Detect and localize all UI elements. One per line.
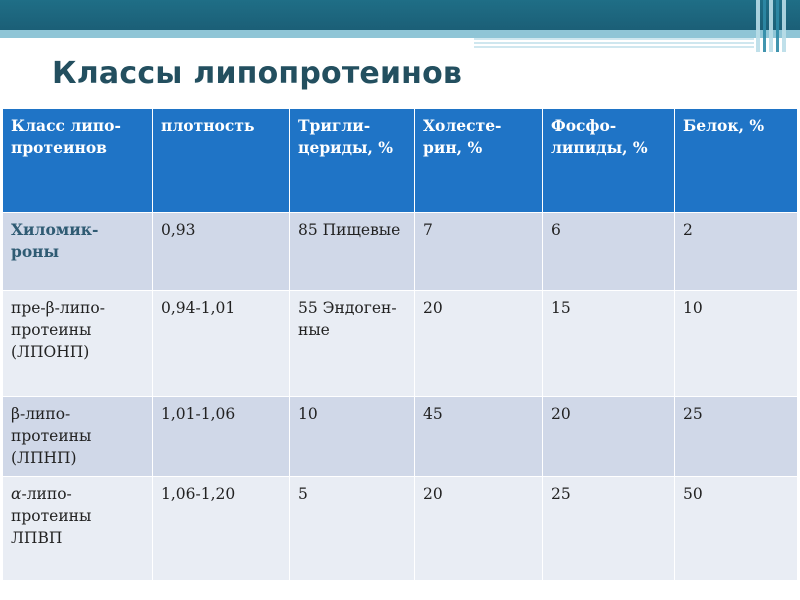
alpha-prefix: α [11,485,22,503]
cell-class [3,477,153,581]
slide-title: Классы липопротеинов [52,56,463,91]
cell-density: 0,94-1,01 [153,291,290,397]
cell-density: 1,01-1,06 [153,397,290,477]
table-header-row [3,109,798,213]
cell-protein: 10 [675,291,798,397]
cell-class: β-липо-протеины (ЛПНП) [3,397,153,477]
cell-class: пре-β-липо-протеины (ЛПОНП) [3,291,153,397]
lipoprotein-table [2,108,798,581]
decorative-lines [474,38,754,52]
table-row [3,213,798,291]
cell-protein: 2 [675,213,798,291]
header-triglycerides: Тригли-цериды, % [290,109,415,213]
table-row [3,397,798,477]
top-decorative-band [0,0,800,30]
table-row [3,477,798,581]
cell-density: 0,93 [153,213,290,291]
cell-cholesterol: 7 [415,213,543,291]
cell-triglycerides: 5 [290,477,415,581]
cell-class-text: -липо-протеины ЛПВП [11,485,92,547]
cell-triglycerides: 10 [290,397,415,477]
header-density: плотность [153,109,290,213]
table-row [3,291,798,397]
cell-protein: 25 [675,397,798,477]
cell-phospholipids: 6 [543,213,675,291]
top-decorative-band-light [0,30,800,38]
cell-cholesterol: 20 [415,477,543,581]
cell-class: Хиломик-роны [3,213,153,291]
cell-phospholipids: 20 [543,397,675,477]
decorative-stripes [756,0,786,52]
cell-protein: 50 [675,477,798,581]
header-class: Класс липо-протеинов [3,109,153,213]
header-protein: Белок, % [675,109,798,213]
cell-triglycerides: 55 Эндоген-ные [290,291,415,397]
cell-density: 1,06-1,20 [153,477,290,581]
header-phospholipids: Фосфо-липиды, % [543,109,675,213]
cell-phospholipids: 25 [543,477,675,581]
cell-triglycerides: 85 Пищевые [290,213,415,291]
cell-phospholipids: 15 [543,291,675,397]
header-cholesterol: Холесте-рин, % [415,109,543,213]
cell-cholesterol: 20 [415,291,543,397]
cell-cholesterol: 45 [415,397,543,477]
